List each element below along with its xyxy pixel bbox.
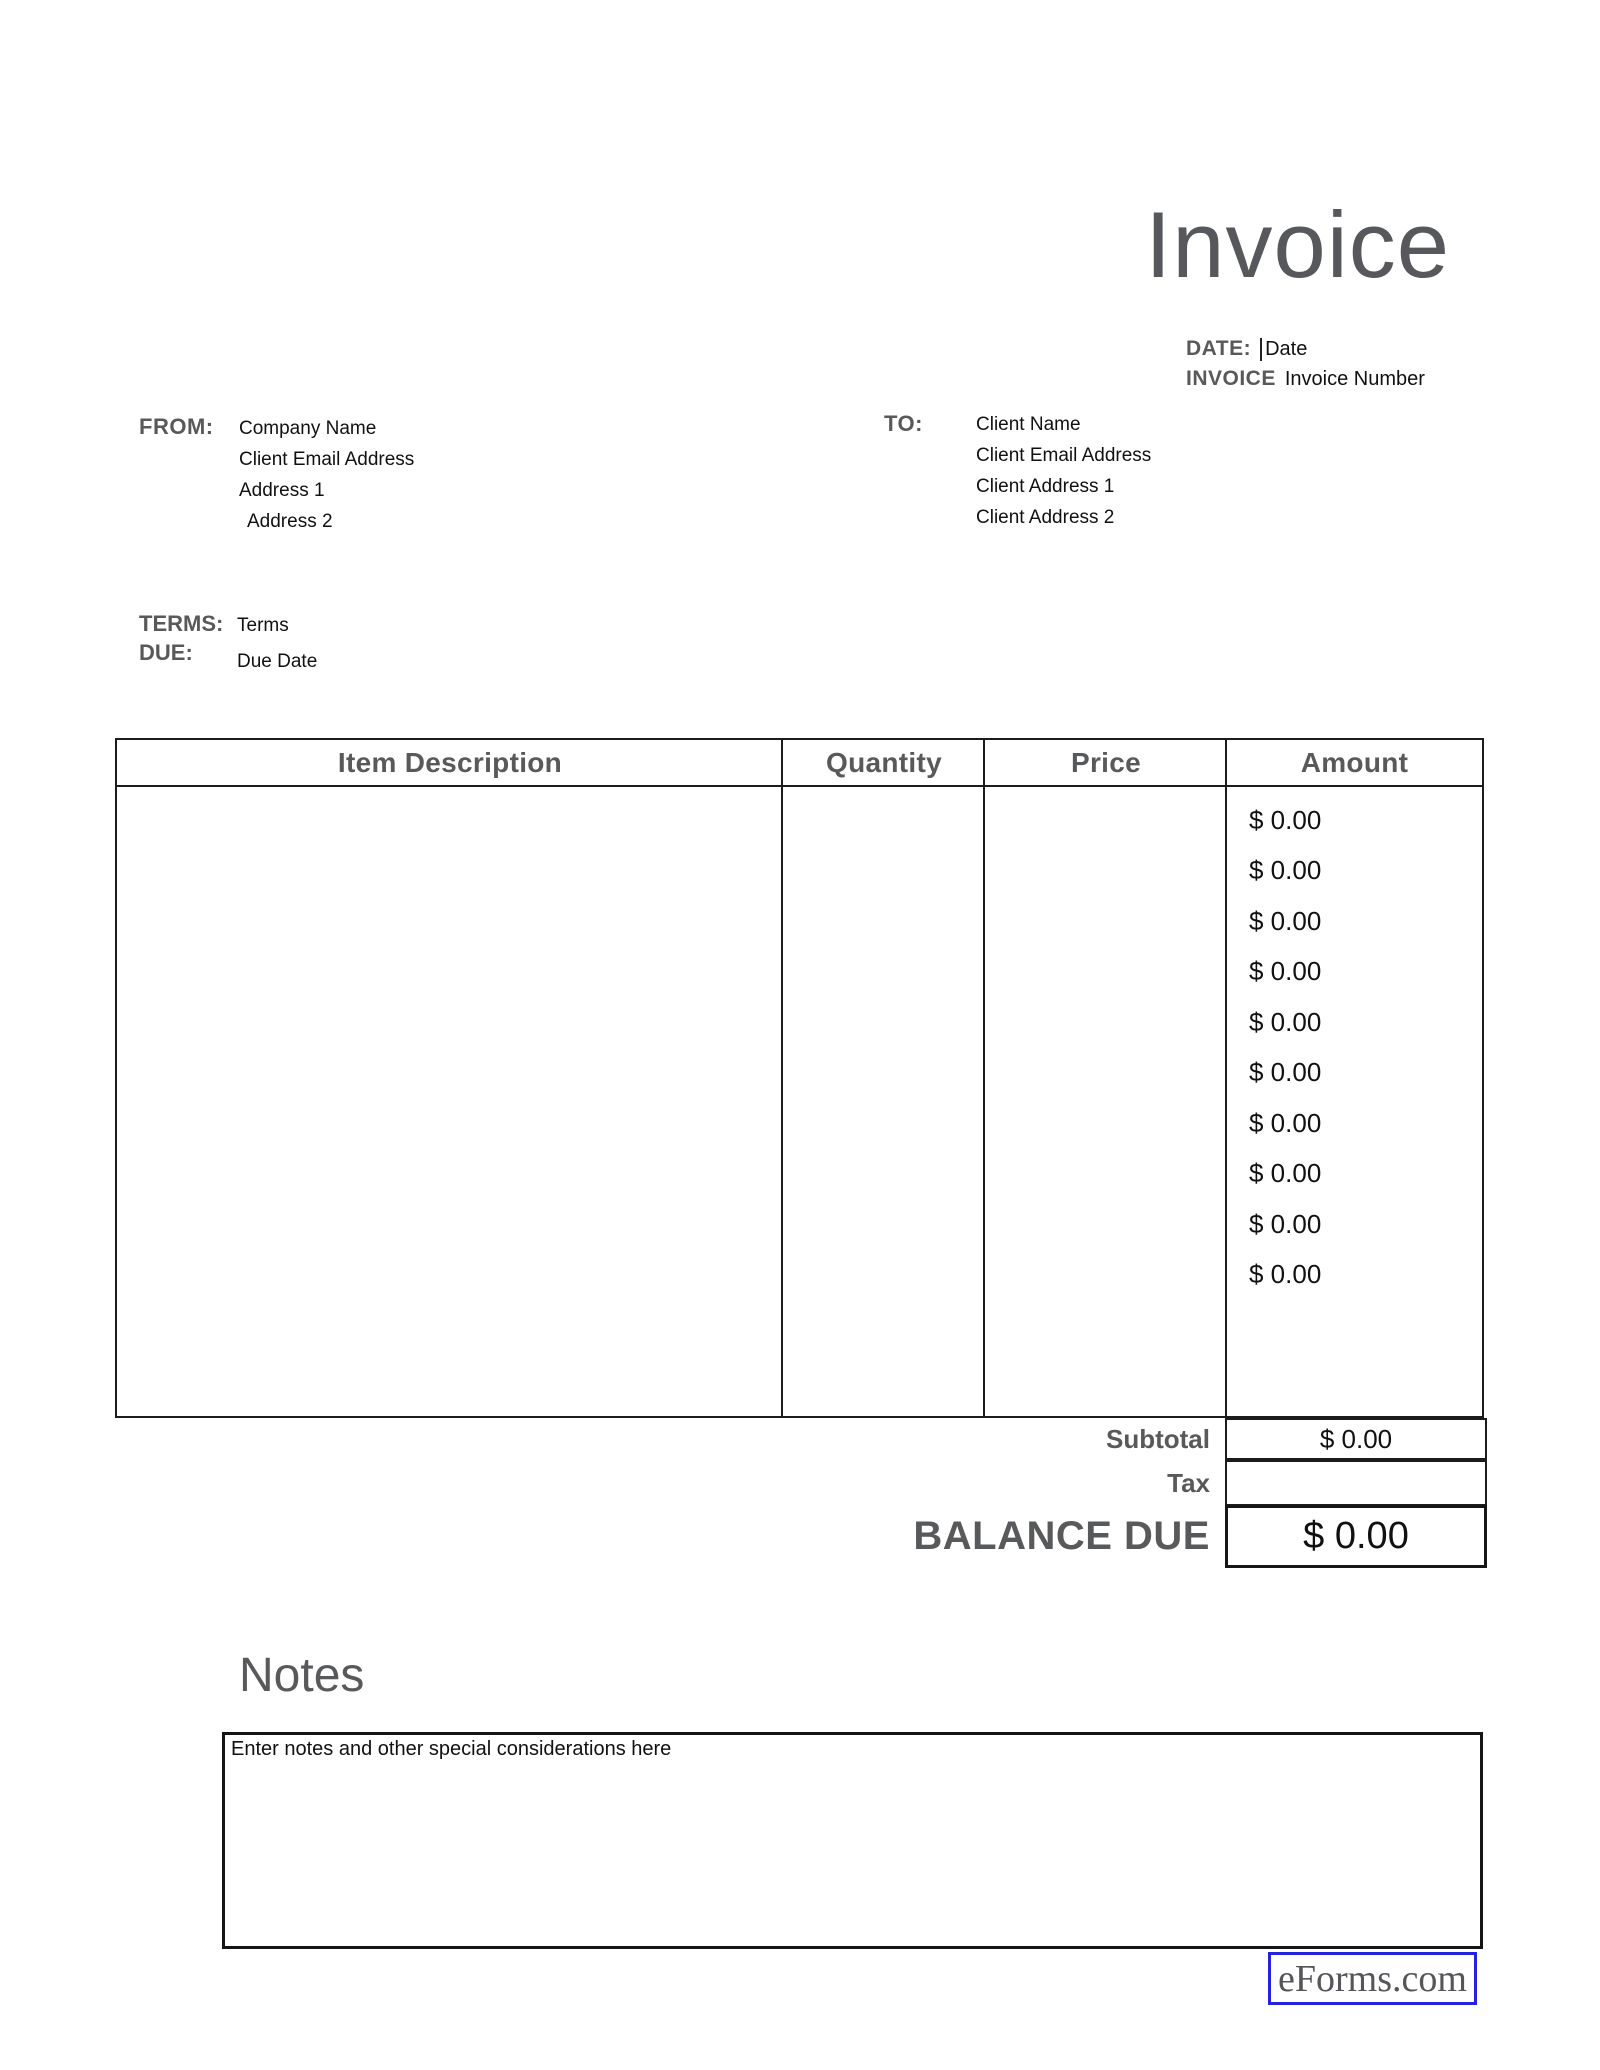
header-quantity: Quantity [826, 746, 942, 778]
header-amount: Amount [1300, 746, 1409, 778]
amount-cell[interactable]: $ 0.00 [1249, 1259, 1322, 1290]
header-item-description: Item Description [337, 746, 563, 778]
tax-value-field[interactable] [1225, 1460, 1487, 1506]
date-label: DATE: [1186, 337, 1252, 360]
from-fields [239, 413, 414, 537]
due-label: DUE: [139, 640, 193, 665]
amount-column-values [1239, 795, 1479, 1300]
balance-due-value-field[interactable]: $ 0.00 [1225, 1505, 1487, 1568]
eforms-logo-text: eForms.com [1278, 1957, 1467, 2000]
table-header-row [117, 740, 1482, 787]
line-items-table [115, 738, 1484, 1418]
notes-input[interactable] [222, 1732, 1483, 1949]
invoice-number-field[interactable]: Invoice Number [1284, 367, 1425, 390]
tax-label: Tax [1167, 1468, 1210, 1498]
header-price: Price [1071, 746, 1141, 778]
column-divider [983, 740, 985, 1416]
invoice-number-row [1186, 364, 1425, 394]
date-row [1186, 334, 1425, 364]
column-divider [1225, 740, 1227, 1416]
text-cursor-icon [1260, 338, 1262, 361]
amount-cell[interactable]: $ 0.00 [1249, 905, 1322, 936]
from-address2-field[interactable]: Address 2 [247, 510, 333, 532]
subtotal-label: Subtotal [1106, 1424, 1210, 1454]
to-label: TO: [884, 411, 923, 436]
from-email-field[interactable]: Client Email Address [239, 448, 415, 470]
column-divider [781, 740, 783, 1416]
subtotal-value-field[interactable]: $ 0.00 [1225, 1418, 1487, 1460]
client-name-field[interactable]: Client Name [976, 413, 1081, 435]
amount-cell[interactable]: $ 0.00 [1249, 855, 1322, 886]
invoice-meta [1186, 334, 1425, 394]
notes-heading: Notes [239, 1649, 365, 1702]
amount-cell[interactable]: $ 0.00 [1249, 1057, 1322, 1088]
client-address2-field[interactable]: Client Address 2 [976, 506, 1115, 528]
invoice-number-label: INVOICE [1186, 367, 1276, 390]
date-value-field[interactable]: Date [1265, 337, 1308, 360]
to-fields [976, 409, 1151, 533]
amount-cell[interactable]: $ 0.00 [1249, 956, 1322, 987]
amount-cell[interactable]: $ 0.00 [1249, 1006, 1322, 1037]
terms-field[interactable]: Terms [237, 615, 289, 636]
client-address1-field[interactable]: Client Address 1 [976, 475, 1115, 497]
due-date-field[interactable]: Due Date [237, 651, 318, 672]
page-title: Invoice [1145, 192, 1450, 297]
from-address1-field[interactable]: Address 1 [239, 479, 325, 501]
eforms-logo-link[interactable] [1268, 1952, 1477, 2005]
client-email-field[interactable]: Client Email Address [976, 444, 1152, 466]
terms-label: TERMS: [139, 611, 224, 636]
notes-placeholder: Enter notes and other special considerations here [231, 1738, 672, 1760]
company-name-field[interactable]: Company Name [239, 417, 377, 439]
amount-cell[interactable]: $ 0.00 [1249, 1158, 1322, 1189]
balance-due-label: BALANCE DUE [913, 1514, 1210, 1558]
from-label: FROM: [139, 414, 214, 439]
amount-cell[interactable]: $ 0.00 [1249, 1208, 1322, 1239]
amount-cell[interactable]: $ 0.00 [1249, 804, 1322, 835]
amount-cell[interactable]: $ 0.00 [1249, 1107, 1322, 1138]
